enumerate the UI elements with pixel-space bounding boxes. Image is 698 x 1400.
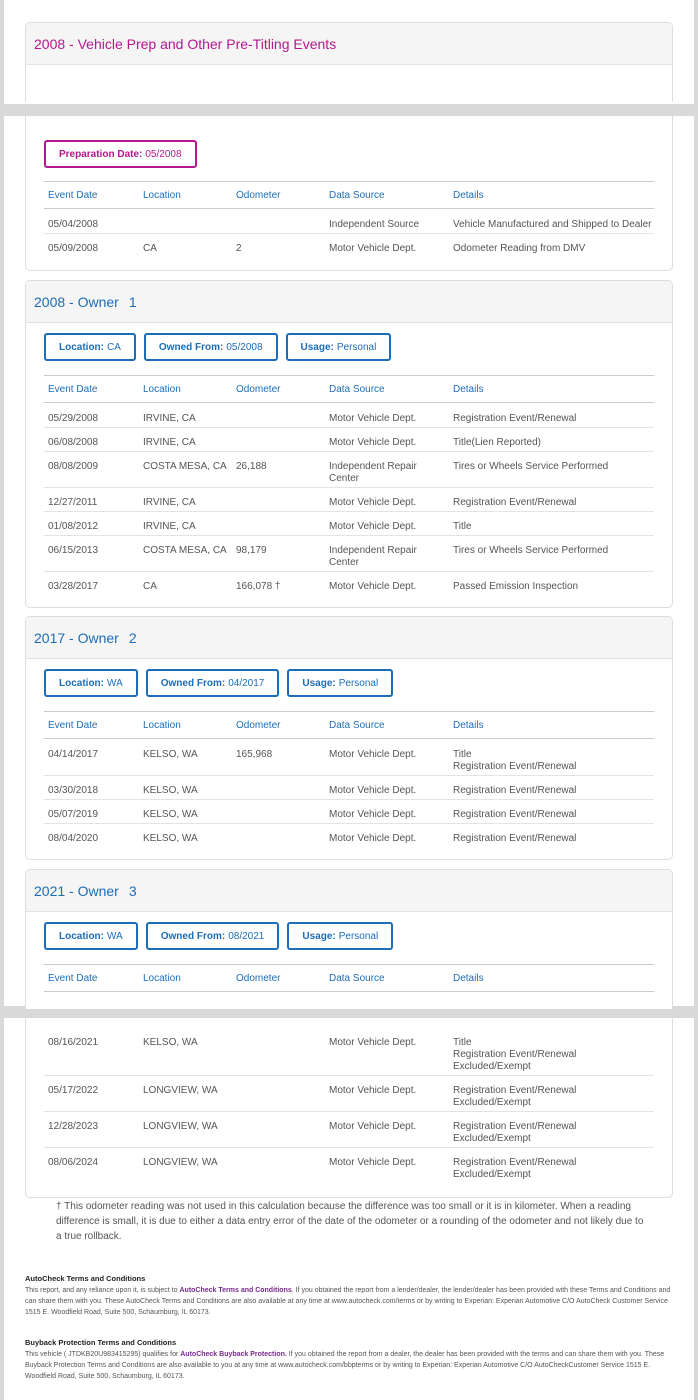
- col-odometer: Odometer: [236, 720, 281, 731]
- details-cell: Title(Lien Reported): [453, 437, 542, 448]
- event-date-cell: 08/06/2024: [48, 1157, 99, 1168]
- data-source-cell: Motor Vehicle Dept.: [329, 1037, 417, 1048]
- buyback-terms-title: Buyback Protection Terms and Conditions: [25, 1338, 177, 1347]
- data-source-cell: Motor Vehicle Dept.: [329, 1085, 417, 1096]
- data-source-cell: Motor Vehicle Dept.: [329, 413, 417, 424]
- data-source-cell: Motor Vehicle Dept.: [329, 1121, 417, 1132]
- autocheck-terms-link[interactable]: AutoCheck Terms and Conditions: [179, 1287, 292, 1294]
- details-cell: Registration Event/Renewal Excluded/Exempt: [453, 1157, 577, 1180]
- event-date-cell: 05/07/2019: [48, 809, 99, 820]
- event-date-cell: 03/28/2017: [48, 581, 99, 592]
- event-date-cell: 08/04/2020: [48, 833, 99, 844]
- event-date-cell: 08/08/2009: [48, 461, 99, 472]
- data-source-cell: Motor Vehicle Dept.: [329, 749, 417, 760]
- table-row: [44, 512, 654, 536]
- page-segment-top: [4, 0, 694, 104]
- data-source-cell: Motor Vehicle Dept.: [329, 785, 417, 796]
- prep-section-title: 2008 - Vehicle Prep and Other Pre-Titling Events: [26, 23, 672, 65]
- location-cell: IRVINE, CA: [143, 521, 196, 532]
- details-cell: Tires or Wheels Service Performed: [453, 461, 609, 472]
- col-details: Details: [453, 384, 484, 395]
- prep-events-card: [25, 116, 673, 271]
- owned-from-badge: Owned From: 04/2017: [146, 669, 280, 697]
- location-cell: LONGVIEW, WA: [143, 1121, 218, 1132]
- event-date-cell: 05/17/2022: [48, 1085, 99, 1096]
- col-event-date: Event Date: [48, 384, 98, 395]
- table-row: [44, 824, 654, 848]
- event-date-cell: 04/14/2017: [48, 749, 99, 760]
- col-location: Location: [143, 190, 181, 201]
- location-cell: KELSO, WA: [143, 833, 198, 844]
- data-source-cell: Independent Repair Center: [329, 545, 417, 568]
- col-details: Details: [453, 973, 484, 984]
- location-cell: LONGVIEW, WA: [143, 1085, 218, 1096]
- table-row: [44, 800, 654, 824]
- data-source-cell: Motor Vehicle Dept.: [329, 521, 417, 532]
- owner1-table-header: [44, 375, 654, 403]
- details-cell: Registration Event/Renewal Excluded/Exempt: [453, 1121, 577, 1144]
- owner1-title: 2008 - Owner 1: [26, 281, 672, 323]
- col-location: Location: [143, 384, 181, 395]
- location-cell: COSTA MESA, CA: [143, 461, 227, 472]
- data-source-cell: Motor Vehicle Dept.: [329, 243, 417, 254]
- usage-badge: Usage: Personal: [287, 669, 393, 697]
- col-event-date: Event Date: [48, 973, 98, 984]
- usage-badge: Usage: Personal: [286, 333, 392, 361]
- details-cell: Title Registration Event/Renewal Excluded/Exempt: [453, 1037, 577, 1072]
- details-cell: Title: [453, 521, 472, 532]
- autocheck-terms-title: AutoCheck Terms and Conditions: [25, 1274, 146, 1283]
- col-odometer: Odometer: [236, 973, 281, 984]
- table-row: [44, 452, 654, 488]
- autocheck-terms: [25, 1273, 681, 1318]
- data-source-cell: Independent Source: [329, 219, 420, 230]
- data-source-cell: Motor Vehicle Dept.: [329, 809, 417, 820]
- table-row: [44, 1028, 654, 1076]
- odometer-cell: 165,968: [236, 749, 273, 760]
- details-cell: Title Registration Event/Renewal: [453, 749, 577, 772]
- col-location: Location: [143, 720, 181, 731]
- col-odometer: Odometer: [236, 384, 281, 395]
- table-row: [44, 776, 654, 800]
- event-date-cell: 03/30/2018: [48, 785, 99, 796]
- owner1-card: [25, 280, 673, 608]
- page-segment-middle: [4, 116, 694, 1006]
- prep-table-header: [44, 181, 654, 209]
- data-source-cell: Motor Vehicle Dept.: [329, 497, 417, 508]
- buyback-terms-text: This vehicle ( JTDKB20U983415295) qualifies for AutoCheck Buyback Protection. If you obtained the report from a dealer, the dealer has been provided with the terms and can share them with you. These Buyback Protection Terms and Conditions are also available to you at any time at www.autocheck.com/bbpterms or by writing to Experian: Experian Automotive C/O AutoCheckCustomer Service 1515 E. Woodfield Road, Suite 500, Schaumburg, IL 60173.: [25, 1351, 665, 1380]
- usage-badge: Usage: Personal: [287, 922, 393, 950]
- owner2-title: 2017 - Owner 2: [26, 617, 672, 659]
- autocheck-terms-text: This report, and any reliance upon it, is subject to AutoCheck Terms and Conditions. If you obtained the report from a lender/dealer, the lender/dealer has been provided with these Terms and Conditions and can share them with you. These AutoCheck Terms and Conditions are also available at any time at www.autocheck.com/terms or by writing to Experian: Experian Automotive C/O AutoCheck Customer Service 1515 E. Woodfield Road, Suite 500, Schaumburg, IL 60173.: [25, 1287, 671, 1316]
- event-date-cell: 05/04/2008: [48, 219, 99, 230]
- location-cell: KELSO, WA: [143, 749, 198, 760]
- event-date-cell: 08/16/2021: [48, 1037, 99, 1048]
- location-cell: KELSO, WA: [143, 785, 198, 796]
- table-row: [44, 572, 654, 596]
- col-data-source: Data Source: [329, 384, 385, 395]
- odometer-cell: 26,188: [236, 461, 267, 472]
- event-date-cell: 05/09/2008: [48, 243, 99, 254]
- col-data-source: Data Source: [329, 973, 385, 984]
- details-cell: Registration Event/Renewal: [453, 413, 577, 424]
- owner3-title: 2021 - Owner 3: [26, 870, 672, 912]
- event-date-cell: 12/27/2011: [48, 497, 98, 508]
- odometer-cell: 166,078 †: [236, 581, 281, 592]
- prep-section-card: [25, 22, 673, 102]
- details-cell: Registration Event/Renewal Excluded/Exempt: [453, 1085, 577, 1108]
- col-details: Details: [453, 190, 484, 201]
- col-event-date: Event Date: [48, 190, 98, 201]
- location-cell: KELSO, WA: [143, 1037, 198, 1048]
- owner3-events-card: [25, 1018, 673, 1198]
- preparation-date-badge: Preparation Date: 05/2008: [44, 140, 197, 168]
- details-cell: Vehicle Manufactured and Shipped to Dealer: [453, 219, 652, 230]
- table-row: [44, 210, 654, 234]
- table-row: [44, 428, 654, 452]
- event-date-cell: 05/29/2008: [48, 413, 99, 424]
- col-event-date: Event Date: [48, 720, 98, 731]
- owner2-card: [25, 616, 673, 860]
- location-cell: KELSO, WA: [143, 809, 198, 820]
- table-row: [44, 1148, 654, 1188]
- table-row: [44, 488, 654, 512]
- data-source-cell: Motor Vehicle Dept.: [329, 1157, 417, 1168]
- location-cell: IRVINE, CA: [143, 413, 196, 424]
- table-row: [44, 536, 654, 572]
- page-segment-bottom: [4, 1018, 694, 1400]
- owned-from-badge: Owned From: 08/2021: [146, 922, 280, 950]
- data-source-cell: Motor Vehicle Dept.: [329, 833, 417, 844]
- details-cell: Registration Event/Renewal: [453, 497, 577, 508]
- owner3-card: [25, 869, 673, 1009]
- odometer-footnote: † This odometer reading was not used in this calculation because the difference was too small or it is in kilometer. When a reading difference is small, it is due to either a data entry error of the date of the odometer or a rounding of the odometer and not likely due to a true rollback.: [56, 1201, 644, 1242]
- details-cell: Registration Event/Renewal: [453, 833, 577, 844]
- odometer-cell: 98,179: [236, 545, 267, 556]
- owner2-table-header: [44, 711, 654, 739]
- odometer-cell: 2: [236, 243, 242, 254]
- col-data-source: Data Source: [329, 190, 385, 201]
- location-badge: Location: CA: [44, 333, 136, 361]
- table-row: [44, 740, 654, 776]
- col-odometer: Odometer: [236, 190, 281, 201]
- owned-from-badge: Owned From: 05/2008: [144, 333, 278, 361]
- details-cell: Registration Event/Renewal: [453, 785, 577, 796]
- data-source-cell: Motor Vehicle Dept.: [329, 437, 417, 448]
- location-badge: Location: WA: [44, 922, 138, 950]
- location-cell: CA: [143, 581, 157, 592]
- location-cell: IRVINE, CA: [143, 497, 196, 508]
- location-cell: COSTA MESA, CA: [143, 545, 227, 556]
- details-cell: Registration Event/Renewal: [453, 809, 577, 820]
- event-date-cell: 12/28/2023: [48, 1121, 99, 1132]
- location-cell: LONGVIEW, WA: [143, 1157, 218, 1168]
- details-cell: Odometer Reading from DMV: [453, 243, 586, 254]
- col-location: Location: [143, 973, 181, 984]
- buyback-terms: [25, 1337, 681, 1382]
- event-date-cell: 06/08/2008: [48, 437, 99, 448]
- location-cell: IRVINE, CA: [143, 437, 196, 448]
- data-source-cell: Motor Vehicle Dept.: [329, 581, 417, 592]
- owner3-table-header: [44, 964, 654, 992]
- details-cell: Tires or Wheels Service Performed: [453, 545, 609, 556]
- location-cell: CA: [143, 243, 157, 254]
- buyback-protection-link[interactable]: AutoCheck Buyback Protection.: [180, 1351, 287, 1358]
- details-cell: Passed Emission Inspection: [453, 581, 579, 592]
- col-details: Details: [453, 720, 484, 731]
- location-badge: Location: WA: [44, 669, 138, 697]
- event-date-cell: 06/15/2013: [48, 545, 99, 556]
- table-row: [44, 404, 654, 428]
- event-date-cell: 01/08/2012: [48, 521, 99, 532]
- table-row: [44, 1112, 654, 1148]
- col-data-source: Data Source: [329, 720, 385, 731]
- table-row: [44, 234, 654, 258]
- table-row: [44, 1076, 654, 1112]
- data-source-cell: Independent Repair Center: [329, 461, 417, 484]
